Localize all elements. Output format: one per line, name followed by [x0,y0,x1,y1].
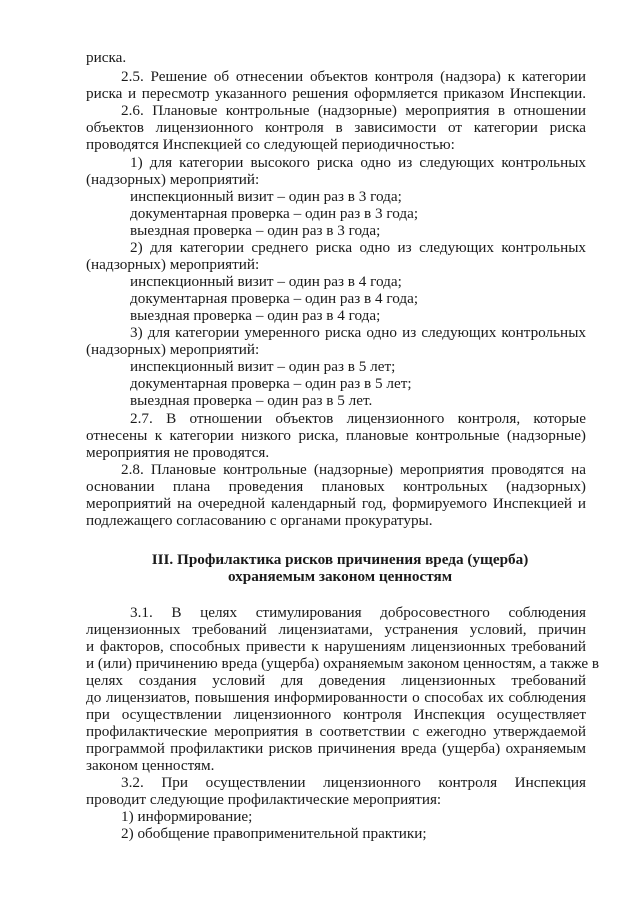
text-line: (надзорных) мероприятий: [86,171,260,188]
text-line: документарная проверка – один раз в 5 лет; [130,375,412,392]
text-line: 2) для категории среднего риска одно из следующих контрольных [130,239,586,256]
text-line: 2.5. Решение об отнесении объектов контроля (надзора) к категории [121,68,586,85]
text-line: 1) для категории высокого риска одно из следующих контрольных [130,154,586,171]
text-line: при осуществлении лицензионного контроля Инспекция осуществляет [86,706,586,723]
text-line: выездная проверка – один раз в 4 года; [130,307,381,324]
text-line: отнесены к категории низкого риска, плановые контрольные (надзорные) [86,427,586,444]
text-line: выездная проверка – один раз в 5 лет. [130,392,373,409]
text-line: инспекционный визит – один раз в 3 года; [130,188,402,205]
text-line: проводит следующие профилактические мероприятия: [86,791,442,808]
text-line: и факторов, способных привести к нарушениям лицензионных требований [86,638,586,655]
text-line: 2) обобщение правоприменительной практики; [121,825,427,842]
text-line: 2.8. Плановые контрольные (надзорные) мероприятия проводятся на [121,461,586,478]
text-line: инспекционный визит – один раз в 4 года; [130,273,402,290]
text-line: проводятся Инспекцией со следующей периодичностью: [86,136,455,153]
text-line: выездная проверка – один раз в 3 года; [130,222,381,239]
text-line: риска. [86,49,127,66]
text-line: 2.6. Плановые контрольные (надзорные) мероприятия в отношении [121,102,586,119]
text-line: основании плана проведения плановых контрольных (надзорных) [86,478,586,495]
section-heading: III. Профилактика рисков причинения вреда (ущерба) [151,551,529,568]
text-line: 3) для категории умеренного риска одно из следующих контрольных [130,324,586,341]
text-line: мероприятия не проводятся. [86,444,270,461]
text-line: подлежащего согласованию с органами прокуратуры. [86,512,433,529]
text-line: законом ценностям. [86,757,215,774]
text-line: (надзорных) мероприятий: [86,341,260,358]
text-line: 2.7. В отношении объектов лицензионного контроля, которые [130,410,586,427]
text-line: объектов лицензионного контроля в зависимости от категории риска [86,119,586,136]
text-line: и (или) причинению вреда (ущерба) охраняемым законом ценностям, а также в [86,655,600,672]
text-line: лицензионных требований лицензиатами, устранения условий, причин [86,621,586,638]
text-line: 1) информирование; [121,808,253,825]
text-line: инспекционный визит – один раз в 5 лет; [130,358,396,375]
text-line: (надзорных) мероприятий: [86,256,260,273]
text-line: 3.1. В целях стимулирования добросовестного соблюдения [130,604,586,621]
text-line: документарная проверка – один раз в 3 года; [130,205,419,222]
text-line: целях создания условий для доведения лицензионных требований [86,672,586,689]
text-line: программой профилактики рисков причинения вреда (ущерба) охраняемым [86,740,586,757]
text-line: мероприятий на очередной календарный год, формируемого Инспекцией и [86,495,586,512]
section-heading: охраняемым законом ценностям [227,568,453,585]
text-line: профилактические мероприятия в соответствии с ежегодно утверждаемой [86,723,586,740]
text-line: 3.2. При осуществлении лицензионного контроля Инспекция [121,774,586,791]
text-line: документарная проверка – один раз в 4 года; [130,290,419,307]
text-line: риска и пересмотр указанного решения оформляется приказом Инспекции. [86,85,586,102]
text-line: до лицензиатов, повышения информированности о способах их соблюдения [86,689,586,706]
